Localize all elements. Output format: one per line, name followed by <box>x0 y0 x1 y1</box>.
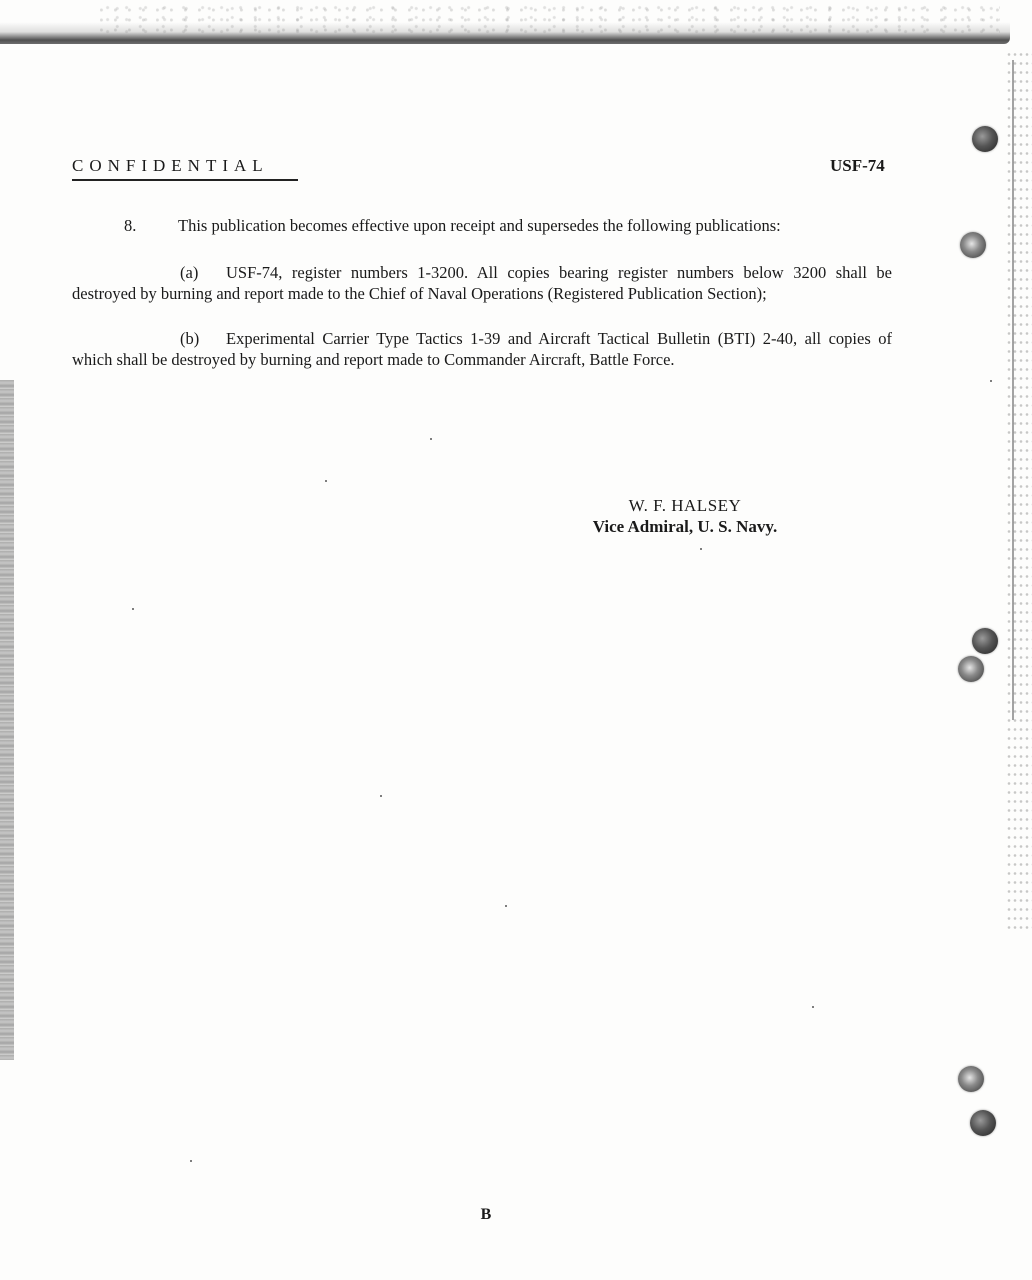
subparagraph-label: (a) <box>180 263 199 282</box>
paragraph-b <box>72 328 892 370</box>
punch-hole-icon <box>958 1066 984 1092</box>
subparagraph-text: Experimental Carrier Type Tactics 1-39 and Aircraft Tactical Bulletin (BTI) 2-40, all copies of which shall be destroyed by burning and report made to Commander Aircraft, Battle Force. <box>72 329 892 369</box>
punch-hole-icon <box>958 656 984 682</box>
paragraph-8 <box>72 215 892 236</box>
scan-right-line <box>1012 60 1014 720</box>
subparagraph-label: (b) <box>180 329 200 348</box>
signature-block <box>540 495 830 537</box>
punch-hole-icon <box>972 126 998 152</box>
scan-speck <box>812 1006 814 1008</box>
page-number: B <box>480 1206 492 1223</box>
scan-speck <box>132 608 134 610</box>
paragraph-a <box>72 262 892 304</box>
scan-speck <box>325 480 327 482</box>
paragraph-number: 8. <box>124 216 137 235</box>
paragraph-text: This publication becomes effective upon receipt and supersedes the following publications: <box>178 216 781 235</box>
scan-speck <box>380 795 382 797</box>
punch-hole-icon <box>960 232 986 258</box>
punch-hole-icon <box>970 1110 996 1136</box>
scan-speck <box>430 438 432 440</box>
scan-top-speckle <box>100 4 1000 34</box>
scan-speck <box>505 905 507 907</box>
scan-left-edge <box>0 380 14 1060</box>
scan-speck <box>990 380 992 382</box>
punch-hole-icon <box>972 628 998 654</box>
signatory-name: W. F. HALSEY <box>628 496 742 515</box>
scan-speck <box>700 548 702 550</box>
classification-label: CONFIDENTIAL <box>72 156 298 181</box>
scan-speck <box>190 1160 192 1162</box>
scan-right-edge <box>1006 50 1032 930</box>
document-id: USF-74 <box>830 156 885 175</box>
signatory-title: Vice Admiral, U. S. Navy. <box>592 517 778 536</box>
subparagraph-text: USF-74, register numbers 1-3200. All copies bearing register numbers below 3200 shall be destroyed by burning and report made to the Chief of Naval Operations (Registered Publication Section); <box>72 263 892 303</box>
